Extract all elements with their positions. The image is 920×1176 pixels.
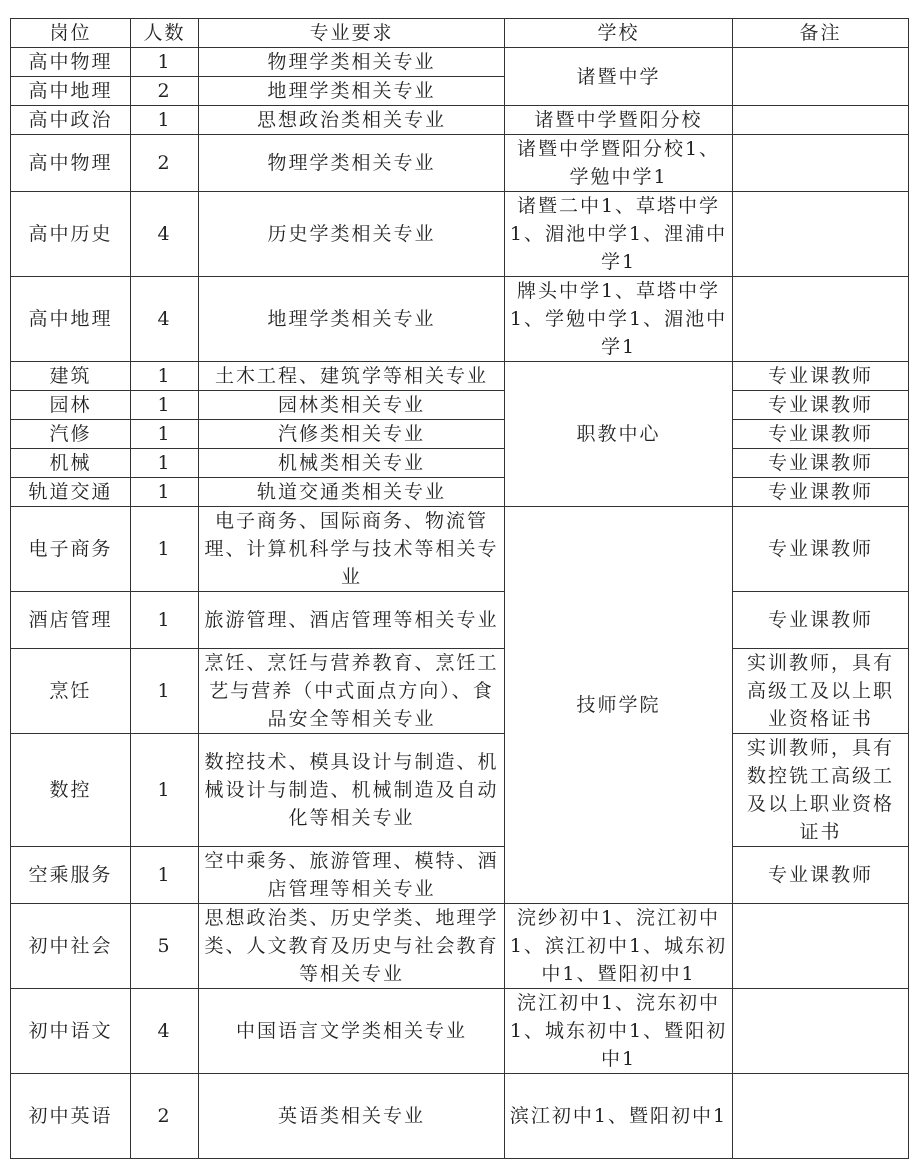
cell-count: 1 [131, 391, 199, 420]
table-row [11, 449, 909, 478]
cell-note: 专业课教师 [733, 362, 909, 391]
cell-count: 1 [131, 449, 199, 478]
table-row [11, 592, 909, 649]
cell-count: 1 [131, 847, 199, 904]
header-position: 岗位 [11, 19, 131, 48]
cell-note [733, 192, 909, 277]
table-row [11, 1074, 909, 1159]
cell-note: 专业课教师 [733, 847, 909, 904]
cell-count: 1 [131, 48, 199, 77]
cell-note: 专业课教师 [733, 507, 909, 592]
cell-major: 汽修类相关专业 [199, 420, 505, 449]
cell-major: 中国语言文学类相关专业 [199, 989, 505, 1074]
cell-count: 2 [131, 77, 199, 106]
cell-count: 1 [131, 507, 199, 592]
cell-school: 诸暨中学 [505, 48, 733, 106]
cell-position: 电子商务 [11, 507, 131, 592]
cell-major: 烹饪、烹饪与营养教育、烹饪工艺与营养（中式面点方向）、食品安全等相关专业 [199, 649, 505, 734]
cell-count: 1 [131, 420, 199, 449]
cell-position: 高中历史 [11, 192, 131, 277]
cell-major: 物理学类相关专业 [199, 135, 505, 192]
cell-school: 浣江初中1、浣东初中1、城东初中1、暨阳初中1 [505, 989, 733, 1074]
cell-major: 英语类相关专业 [199, 1074, 505, 1159]
table-row [11, 649, 909, 734]
cell-count: 4 [131, 989, 199, 1074]
table-row [11, 989, 909, 1074]
cell-note: 专业课教师 [733, 391, 909, 420]
cell-count: 1 [131, 734, 199, 847]
cell-position: 汽修 [11, 420, 131, 449]
header-school: 学校 [505, 19, 733, 48]
cell-school: 诸暨中学暨阳分校1、学勉中学1 [505, 135, 733, 192]
cell-note: 实训教师，具有高级工及以上职业资格证书 [733, 649, 909, 734]
table-row [11, 106, 909, 135]
cell-position: 高中地理 [11, 77, 131, 106]
table-row [11, 507, 909, 592]
cell-school: 诸暨中学暨阳分校 [505, 106, 733, 135]
header-row [11, 19, 909, 48]
cell-major: 空中乘务、旅游管理、模特、酒店管理等相关专业 [199, 847, 505, 904]
cell-note [733, 989, 909, 1074]
cell-note: 专业课教师 [733, 592, 909, 649]
cell-school: 浣纱初中1、浣江初中1、滨江初中1、城东初中1、暨阳初中1 [505, 904, 733, 989]
cell-note: 专业课教师 [733, 420, 909, 449]
cell-school: 职教中心 [505, 362, 733, 507]
cell-note [733, 277, 909, 362]
cell-major: 机械类相关专业 [199, 449, 505, 478]
cell-count: 2 [131, 1074, 199, 1159]
cell-note: 实训教师，具有数控铣工高级工及以上职业资格证书 [733, 734, 909, 847]
cell-note: 专业课教师 [733, 478, 909, 507]
cell-note [733, 48, 909, 106]
header-count: 人数 [131, 19, 199, 48]
cell-count: 2 [131, 135, 199, 192]
cell-count: 1 [131, 649, 199, 734]
cell-position: 初中英语 [11, 1074, 131, 1159]
cell-school: 诸暨二中1、草塔中学1、湄池中学1、浬浦中学1 [505, 192, 733, 277]
cell-major: 电子商务、国际商务、物流管理、计算机科学与技术等相关专业 [199, 507, 505, 592]
cell-position: 酒店管理 [11, 592, 131, 649]
header-note: 备注 [733, 19, 909, 48]
cell-position: 高中物理 [11, 135, 131, 192]
cell-major: 旅游管理、酒店管理等相关专业 [199, 592, 505, 649]
cell-count: 1 [131, 362, 199, 391]
cell-position: 初中语文 [11, 989, 131, 1074]
cell-position: 机械 [11, 449, 131, 478]
cell-position: 轨道交通 [11, 478, 131, 507]
cell-count: 1 [131, 106, 199, 135]
cell-position: 园林 [11, 391, 131, 420]
table-row [11, 48, 909, 77]
cell-school: 技师学院 [505, 507, 733, 904]
cell-note [733, 1074, 909, 1159]
cell-major: 物理学类相关专业 [199, 48, 505, 77]
table-row [11, 277, 909, 362]
table-row [11, 362, 909, 391]
header-major: 专业要求 [199, 19, 505, 48]
cell-count: 1 [131, 478, 199, 507]
table-row [11, 847, 909, 904]
cell-count: 4 [131, 192, 199, 277]
cell-position: 空乘服务 [11, 847, 131, 904]
cell-position: 数控 [11, 734, 131, 847]
cell-count: 1 [131, 592, 199, 649]
cell-position: 烹饪 [11, 649, 131, 734]
cell-major: 地理学类相关专业 [199, 77, 505, 106]
cell-major: 土木工程、建筑学等相关专业 [199, 362, 505, 391]
table-row [11, 734, 909, 847]
cell-school: 滨江初中1、暨阳初中1 [505, 1074, 733, 1159]
cell-position: 建筑 [11, 362, 131, 391]
cell-position: 高中物理 [11, 48, 131, 77]
table-row [11, 192, 909, 277]
cell-count: 5 [131, 904, 199, 989]
cell-note [733, 904, 909, 989]
cell-position: 高中地理 [11, 277, 131, 362]
cell-major: 地理学类相关专业 [199, 277, 505, 362]
cell-major: 数控技术、模具设计与制造、机械设计与制造、机械制造及自动化等相关专业 [199, 734, 505, 847]
cell-position: 初中社会 [11, 904, 131, 989]
cell-note [733, 135, 909, 192]
table-row [11, 420, 909, 449]
table-row [11, 391, 909, 420]
cell-count: 4 [131, 277, 199, 362]
cell-position: 高中政治 [11, 106, 131, 135]
recruitment-table [10, 18, 909, 1159]
table-row [11, 904, 909, 989]
table-row [11, 135, 909, 192]
cell-school: 牌头中学1、草塔中学1、学勉中学1、湄池中学1 [505, 277, 733, 362]
cell-major: 轨道交通类相关专业 [199, 478, 505, 507]
cell-major: 思想政治类、历史学类、地理学类、人文教育及历史与社会教育等相关专业 [199, 904, 505, 989]
cell-major: 历史学类相关专业 [199, 192, 505, 277]
cell-major: 思想政治类相关专业 [199, 106, 505, 135]
cell-note [733, 106, 909, 135]
table-row [11, 478, 909, 507]
cell-note: 专业课教师 [733, 449, 909, 478]
cell-major: 园林类相关专业 [199, 391, 505, 420]
